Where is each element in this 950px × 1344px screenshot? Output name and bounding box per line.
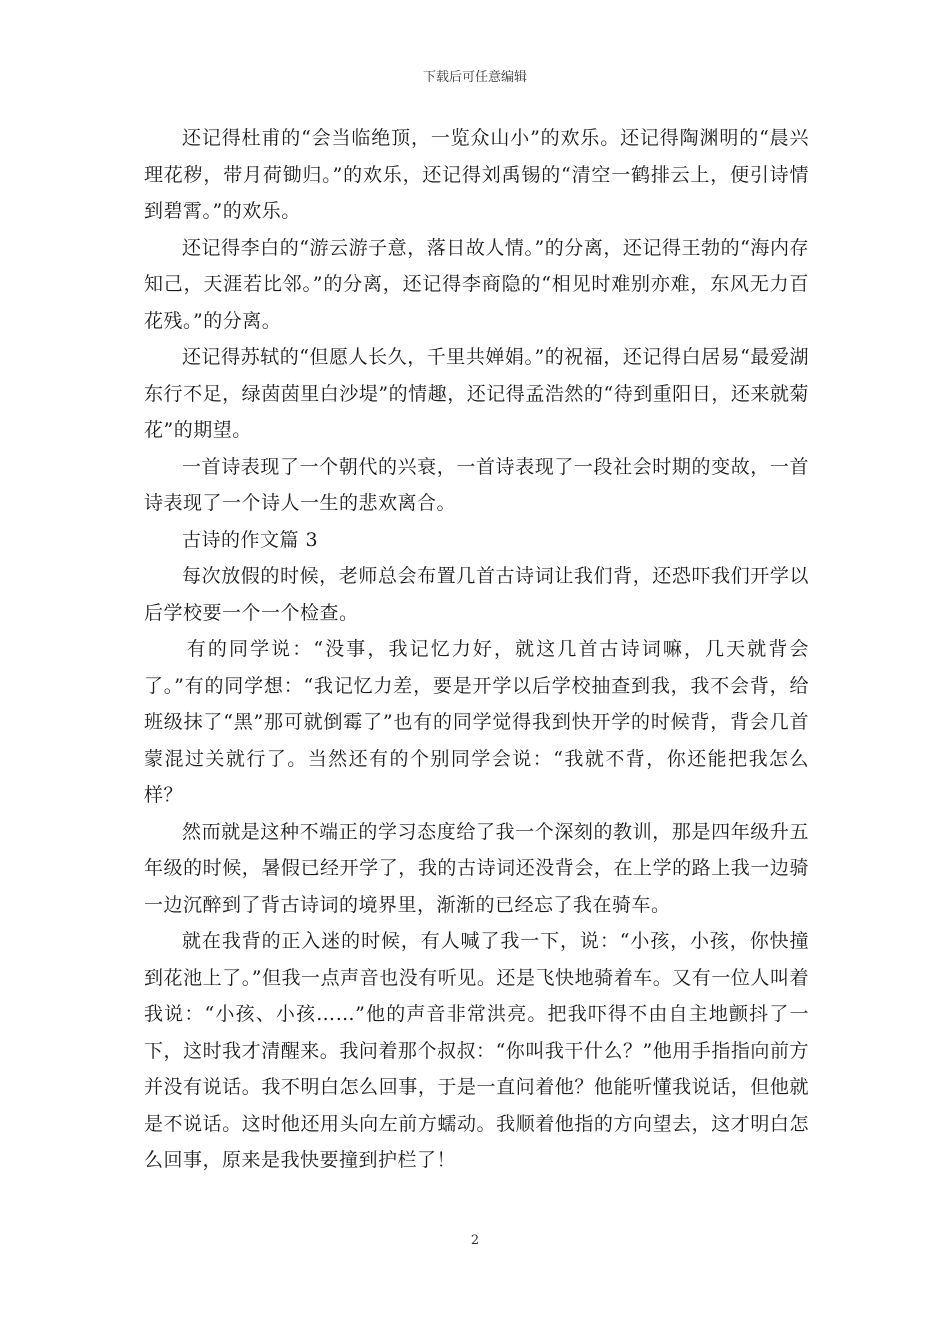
paragraph-5: 每次放假的时候，老师总会布置几首古诗词让我们背，还恐吓我们开学以后学校要一个一个检查。 xyxy=(144,565,809,624)
paragraph-2: 还记得李白的“游云游子意，落日故人情。”的分离，还记得王勃的“海内存知己，天涯若比邻。”的分离，还记得李商隐的“相见时难别亦难，东风无力百花残。”的分离。 xyxy=(144,236,809,332)
page-number: 2 xyxy=(470,1233,480,1248)
page-header: 下载后可任意编辑 xyxy=(422,70,527,85)
document-body xyxy=(144,120,809,1179)
section-heading: 古诗的作文篇 3 xyxy=(182,528,319,551)
paragraph-8: 就在我背的正入迷的时候，有人喊了我一下，说：“小孩，小孩，你快撞到花池上了。”但我一点声音也没有听见。还是飞快地骑着车。又有一位人叫着我说：“小孩、小孩……”他的声音非常洪亮。把我吓得不由自主地颤抖了一下，这时我才清醒来。我问着那个叔叔：“你叫我干什么？”他用手指指向前方并没有说话。我不明白怎么回事，于是一直问着他？他能听懂我说话，但他就是不说话。这时他还用头向左前方蠕动。我顺着他指的方向望去，这才明白怎么回事，原来是我快要撞到护栏了！ xyxy=(144,930,809,1171)
paragraph-7: 然而就是这种不端正的学习态度给了我一个深刻的教训，那是四年级升五年级的时候，暑假已经开学了，我的古诗词还没背会，在上学的路上我一边骑一边沉醉到了背古诗词的境界里，渐渐的已经忘了我在骑车。 xyxy=(144,820,809,916)
paragraph-3: 还记得苏轼的“但愿人长久，千里共婵娟。”的祝福，还记得白居易“最爱湖东行不足，绿茵茵里白沙堤”的情趣，还记得孟浩然的“待到重阳日，还来就菊花”的期望。 xyxy=(144,346,809,441)
paragraph-1: 还记得杜甫的“会当临绝顶，一览众山小”的欢乐。还记得陶渊明的“晨兴理花秽，带月荷锄归。”的欢乐，还记得刘禹锡的“清空一鹤排云上，便引诗情到碧霄。”的欢乐。 xyxy=(144,127,809,222)
paragraph-4: 一首诗表现了一个朝代的兴衰，一首诗表现了一段社会时期的变故，一首诗表现了一个诗人一生的悲欢离合。 xyxy=(144,455,809,514)
paragraph-6: 有的同学说：“没事，我记忆力好，就这几首古诗词嘛，几天就背会了。”有的同学想：“我记忆力差，要是开学以后学校抽查到我，我不会背，给班级抹了“黑”那可就倒霉了”也有的同学觉得我到快开学的时候背，背会几首蒙混过关就行了。当然还有的个别同学会说：“我就不背，你还能把我怎么样？ xyxy=(144,638,809,806)
